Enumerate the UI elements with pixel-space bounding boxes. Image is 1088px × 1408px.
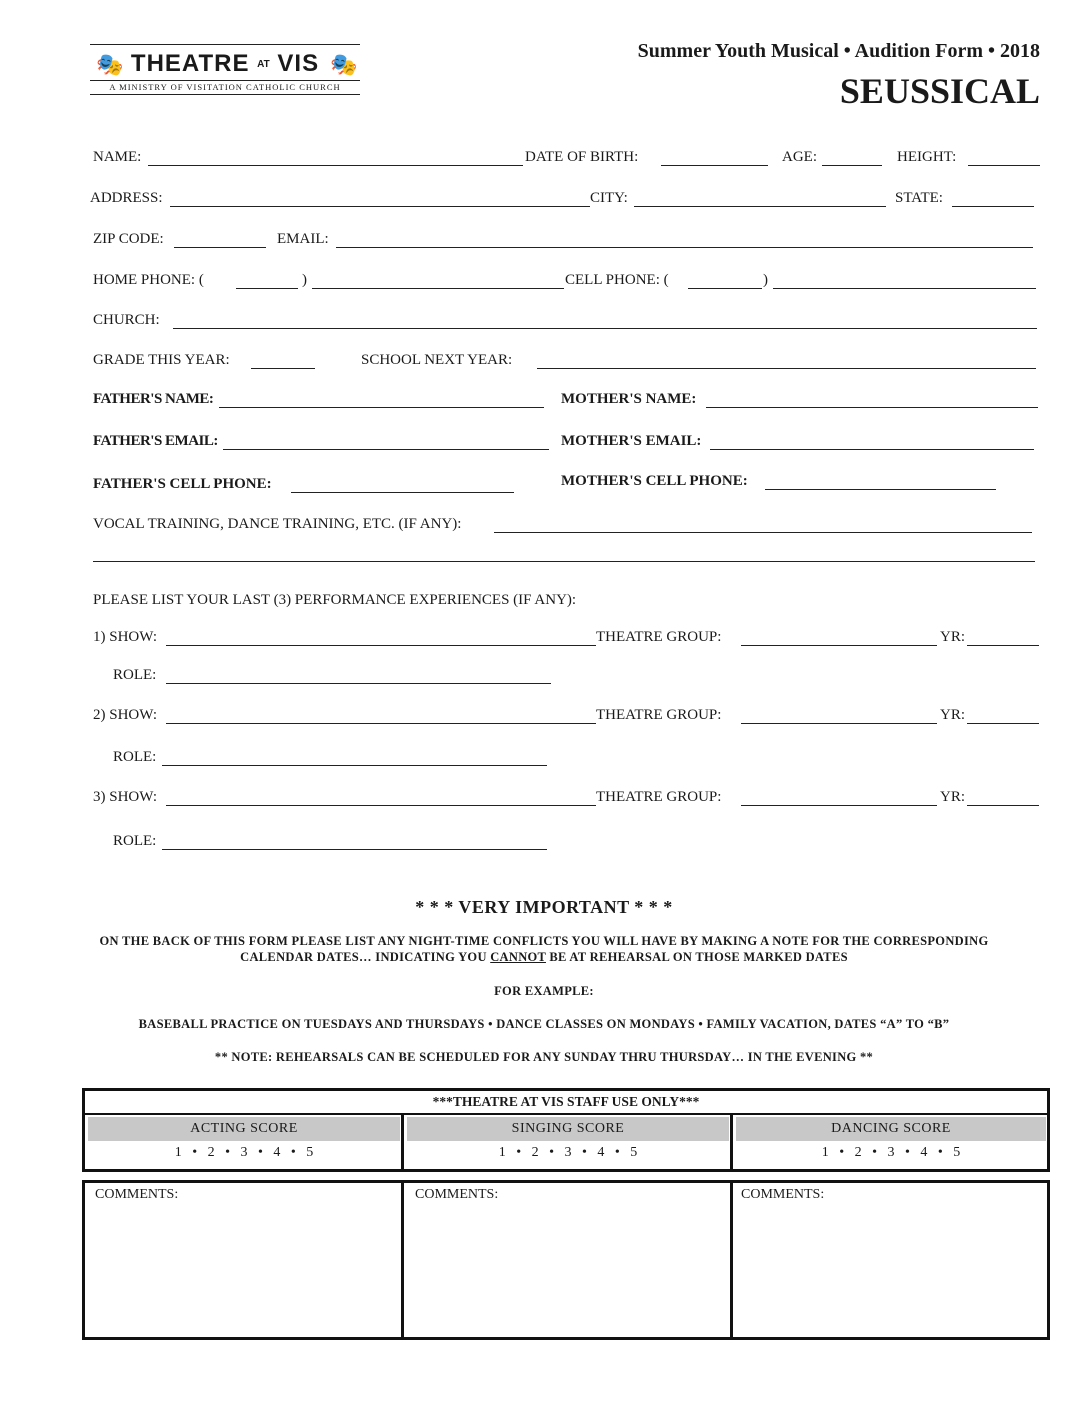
home-phone-field[interactable] <box>312 288 564 289</box>
yr-3-field[interactable] <box>967 805 1039 806</box>
yr-3-label: YR: <box>940 789 966 805</box>
logo-name <box>90 50 360 78</box>
group-2-field[interactable] <box>741 723 937 724</box>
yr-1-label: YR: <box>940 629 966 645</box>
show-1-field[interactable] <box>166 645 596 646</box>
dob-label: DATE OF BIRTH: <box>525 149 639 165</box>
theatre-mask-icon-right: 🎭 <box>330 52 358 77</box>
home-phone-label: HOME PHONE: ( <box>93 272 204 288</box>
logo-name-left: THEATRE <box>130 50 250 77</box>
acting-comments-label: COMMENTS: <box>95 1187 179 1202</box>
logo-top-rule <box>90 44 360 45</box>
role-2-field[interactable] <box>162 765 547 766</box>
important-line-2-a: CALENDAR DATES… INDICATING YOU <box>240 950 491 964</box>
cell-phone-label: CELL PHONE: ( <box>565 272 669 288</box>
state-label: STATE: <box>895 190 943 206</box>
email-field[interactable] <box>336 247 1033 248</box>
group-2-label: THEATRE GROUP: <box>596 707 722 723</box>
show-2-label: 2) SHOW: <box>93 707 158 723</box>
home-phone-area-field[interactable] <box>236 288 298 289</box>
logo-name-small: AT <box>257 59 270 71</box>
important-heading: * * * VERY IMPORTANT * * * <box>415 897 673 917</box>
form-subtitle: Summer Youth Musical • Audition Form • 2018 <box>637 40 1040 62</box>
staff-score-box <box>82 1088 1050 1172</box>
role-3-field[interactable] <box>162 849 547 850</box>
logo <box>90 44 360 96</box>
role-1-label: ROLE: <box>113 667 157 683</box>
city-field[interactable] <box>634 206 886 207</box>
show-1-label: 1) SHOW: <box>93 629 158 645</box>
show-3-field[interactable] <box>166 805 596 806</box>
school-label: SCHOOL NEXT YEAR: <box>361 352 513 368</box>
comments-divider-1 <box>401 1183 404 1337</box>
home-phone-close: ) <box>302 272 307 288</box>
example-text: BASEBALL PRACTICE ON TUESDAYS AND THURSDAYS • DANCE CLASSES ON MONDAYS • FAMILY VACATION, DATES “A” TO “B” <box>138 1017 950 1031</box>
show-3-label: 3) SHOW: <box>93 789 158 805</box>
training-field-extra[interactable] <box>93 561 1035 562</box>
score-divider-1 <box>401 1113 404 1169</box>
school-field[interactable] <box>537 368 1036 369</box>
email-label: EMAIL: <box>277 231 329 247</box>
comments-divider-2 <box>730 1183 733 1337</box>
age-label: AGE: <box>782 149 817 165</box>
singing-comments-label: COMMENTS: <box>415 1187 499 1202</box>
yr-1-field[interactable] <box>967 645 1039 646</box>
mother-name-label: MOTHER'S NAME: <box>561 391 697 407</box>
father-email-field[interactable] <box>223 449 549 450</box>
mother-email-label: MOTHER'S EMAIL: <box>561 433 702 449</box>
dancing-score-scale[interactable]: 1 • 2 • 3 • 4 • 5 <box>821 1145 961 1160</box>
staff-title: ***THEATRE AT VIS STAFF USE ONLY*** <box>432 1094 700 1109</box>
address-label: ADDRESS: <box>90 190 163 206</box>
role-1-field[interactable] <box>166 683 551 684</box>
father-cell-field[interactable] <box>291 492 514 493</box>
theatre-mask-icon-left: 🎭 <box>96 52 124 77</box>
score-divider-2 <box>730 1113 733 1169</box>
height-label: HEIGHT: <box>897 149 957 165</box>
logo-tagline: A MINISTRY OF VISITATION CATHOLIC CHURCH <box>109 82 341 92</box>
grade-label: GRADE THIS YEAR: <box>93 352 230 368</box>
father-name-label: FATHER'S NAME: <box>93 391 214 407</box>
role-2-label: ROLE: <box>113 749 157 765</box>
rehearsal-note: ** NOTE: REHEARSALS CAN BE SCHEDULED FOR ANY SUNDAY THRU THURSDAY… IN THE EVENING ** <box>214 1050 874 1064</box>
singing-score-scale[interactable]: 1 • 2 • 3 • 4 • 5 <box>498 1145 638 1160</box>
father-cell-label: FATHER'S CELL PHONE: <box>93 476 272 492</box>
acting-score-header: ACTING SCORE <box>88 1117 400 1141</box>
example-label: FOR EXAMPLE: <box>494 984 594 998</box>
comments-box <box>82 1180 1050 1340</box>
zip-field[interactable] <box>174 247 266 248</box>
mother-email-field[interactable] <box>710 449 1034 450</box>
important-line-2 <box>0 950 1088 965</box>
group-3-field[interactable] <box>741 805 937 806</box>
address-field[interactable] <box>170 206 590 207</box>
zip-label: ZIP CODE: <box>93 231 164 247</box>
height-field[interactable] <box>968 165 1040 166</box>
acting-score-scale[interactable]: 1 • 2 • 3 • 4 • 5 <box>174 1145 314 1160</box>
yr-2-label: YR: <box>940 707 966 723</box>
show-2-field[interactable] <box>166 723 596 724</box>
important-line-2-underlined: CANNOT <box>490 950 546 964</box>
grade-field[interactable] <box>251 368 315 369</box>
training-field[interactable] <box>494 532 1032 533</box>
training-label: VOCAL TRAINING, DANCE TRAINING, ETC. (IF ANY): <box>93 516 462 532</box>
experience-heading: PLEASE LIST YOUR LAST (3) PERFORMANCE EXPERIENCES (IF ANY): <box>93 592 577 608</box>
mother-cell-field[interactable] <box>765 489 996 490</box>
group-1-label: THEATRE GROUP: <box>596 629 722 645</box>
mother-name-field[interactable] <box>706 407 1038 408</box>
father-email-label: FATHER'S EMAIL: <box>93 433 218 449</box>
cell-phone-field[interactable] <box>773 288 1036 289</box>
logo-mid-rule <box>90 80 360 81</box>
form-title: SEUSSICAL <box>839 71 1040 111</box>
city-label: CITY: <box>590 190 628 206</box>
cell-phone-area-field[interactable] <box>688 288 762 289</box>
cell-phone-close: ) <box>763 272 768 288</box>
name-label: NAME: <box>93 149 142 165</box>
dob-field[interactable] <box>661 165 768 166</box>
yr-2-field[interactable] <box>967 723 1039 724</box>
dancing-comments-label: COMMENTS: <box>741 1187 825 1202</box>
important-line-2-b: BE AT REHEARSAL ON THOSE MARKED DATES <box>545 950 848 964</box>
singing-score-header: SINGING SCORE <box>407 1117 729 1141</box>
role-3-label: ROLE: <box>113 833 157 849</box>
logo-name-right: VIS <box>277 50 320 77</box>
important-line-1: ON THE BACK OF THIS FORM PLEASE LIST ANY NIGHT-TIME CONFLICTS YOU WILL HAVE BY MAKING A NOTE FOR THE CORRESPONDING <box>99 934 989 948</box>
name-field[interactable] <box>148 165 523 166</box>
group-1-field[interactable] <box>741 645 937 646</box>
church-label: CHURCH: <box>93 312 160 328</box>
group-3-label: THEATRE GROUP: <box>596 789 722 805</box>
age-field[interactable] <box>822 165 882 166</box>
father-name-field[interactable] <box>219 407 544 408</box>
church-field[interactable] <box>173 328 1037 329</box>
mother-cell-label: MOTHER'S CELL PHONE: <box>561 473 748 489</box>
staff-title-rule <box>85 1113 1047 1115</box>
dancing-score-header: DANCING SCORE <box>736 1117 1046 1141</box>
logo-bottom-rule <box>90 94 360 95</box>
state-field[interactable] <box>952 206 1034 207</box>
